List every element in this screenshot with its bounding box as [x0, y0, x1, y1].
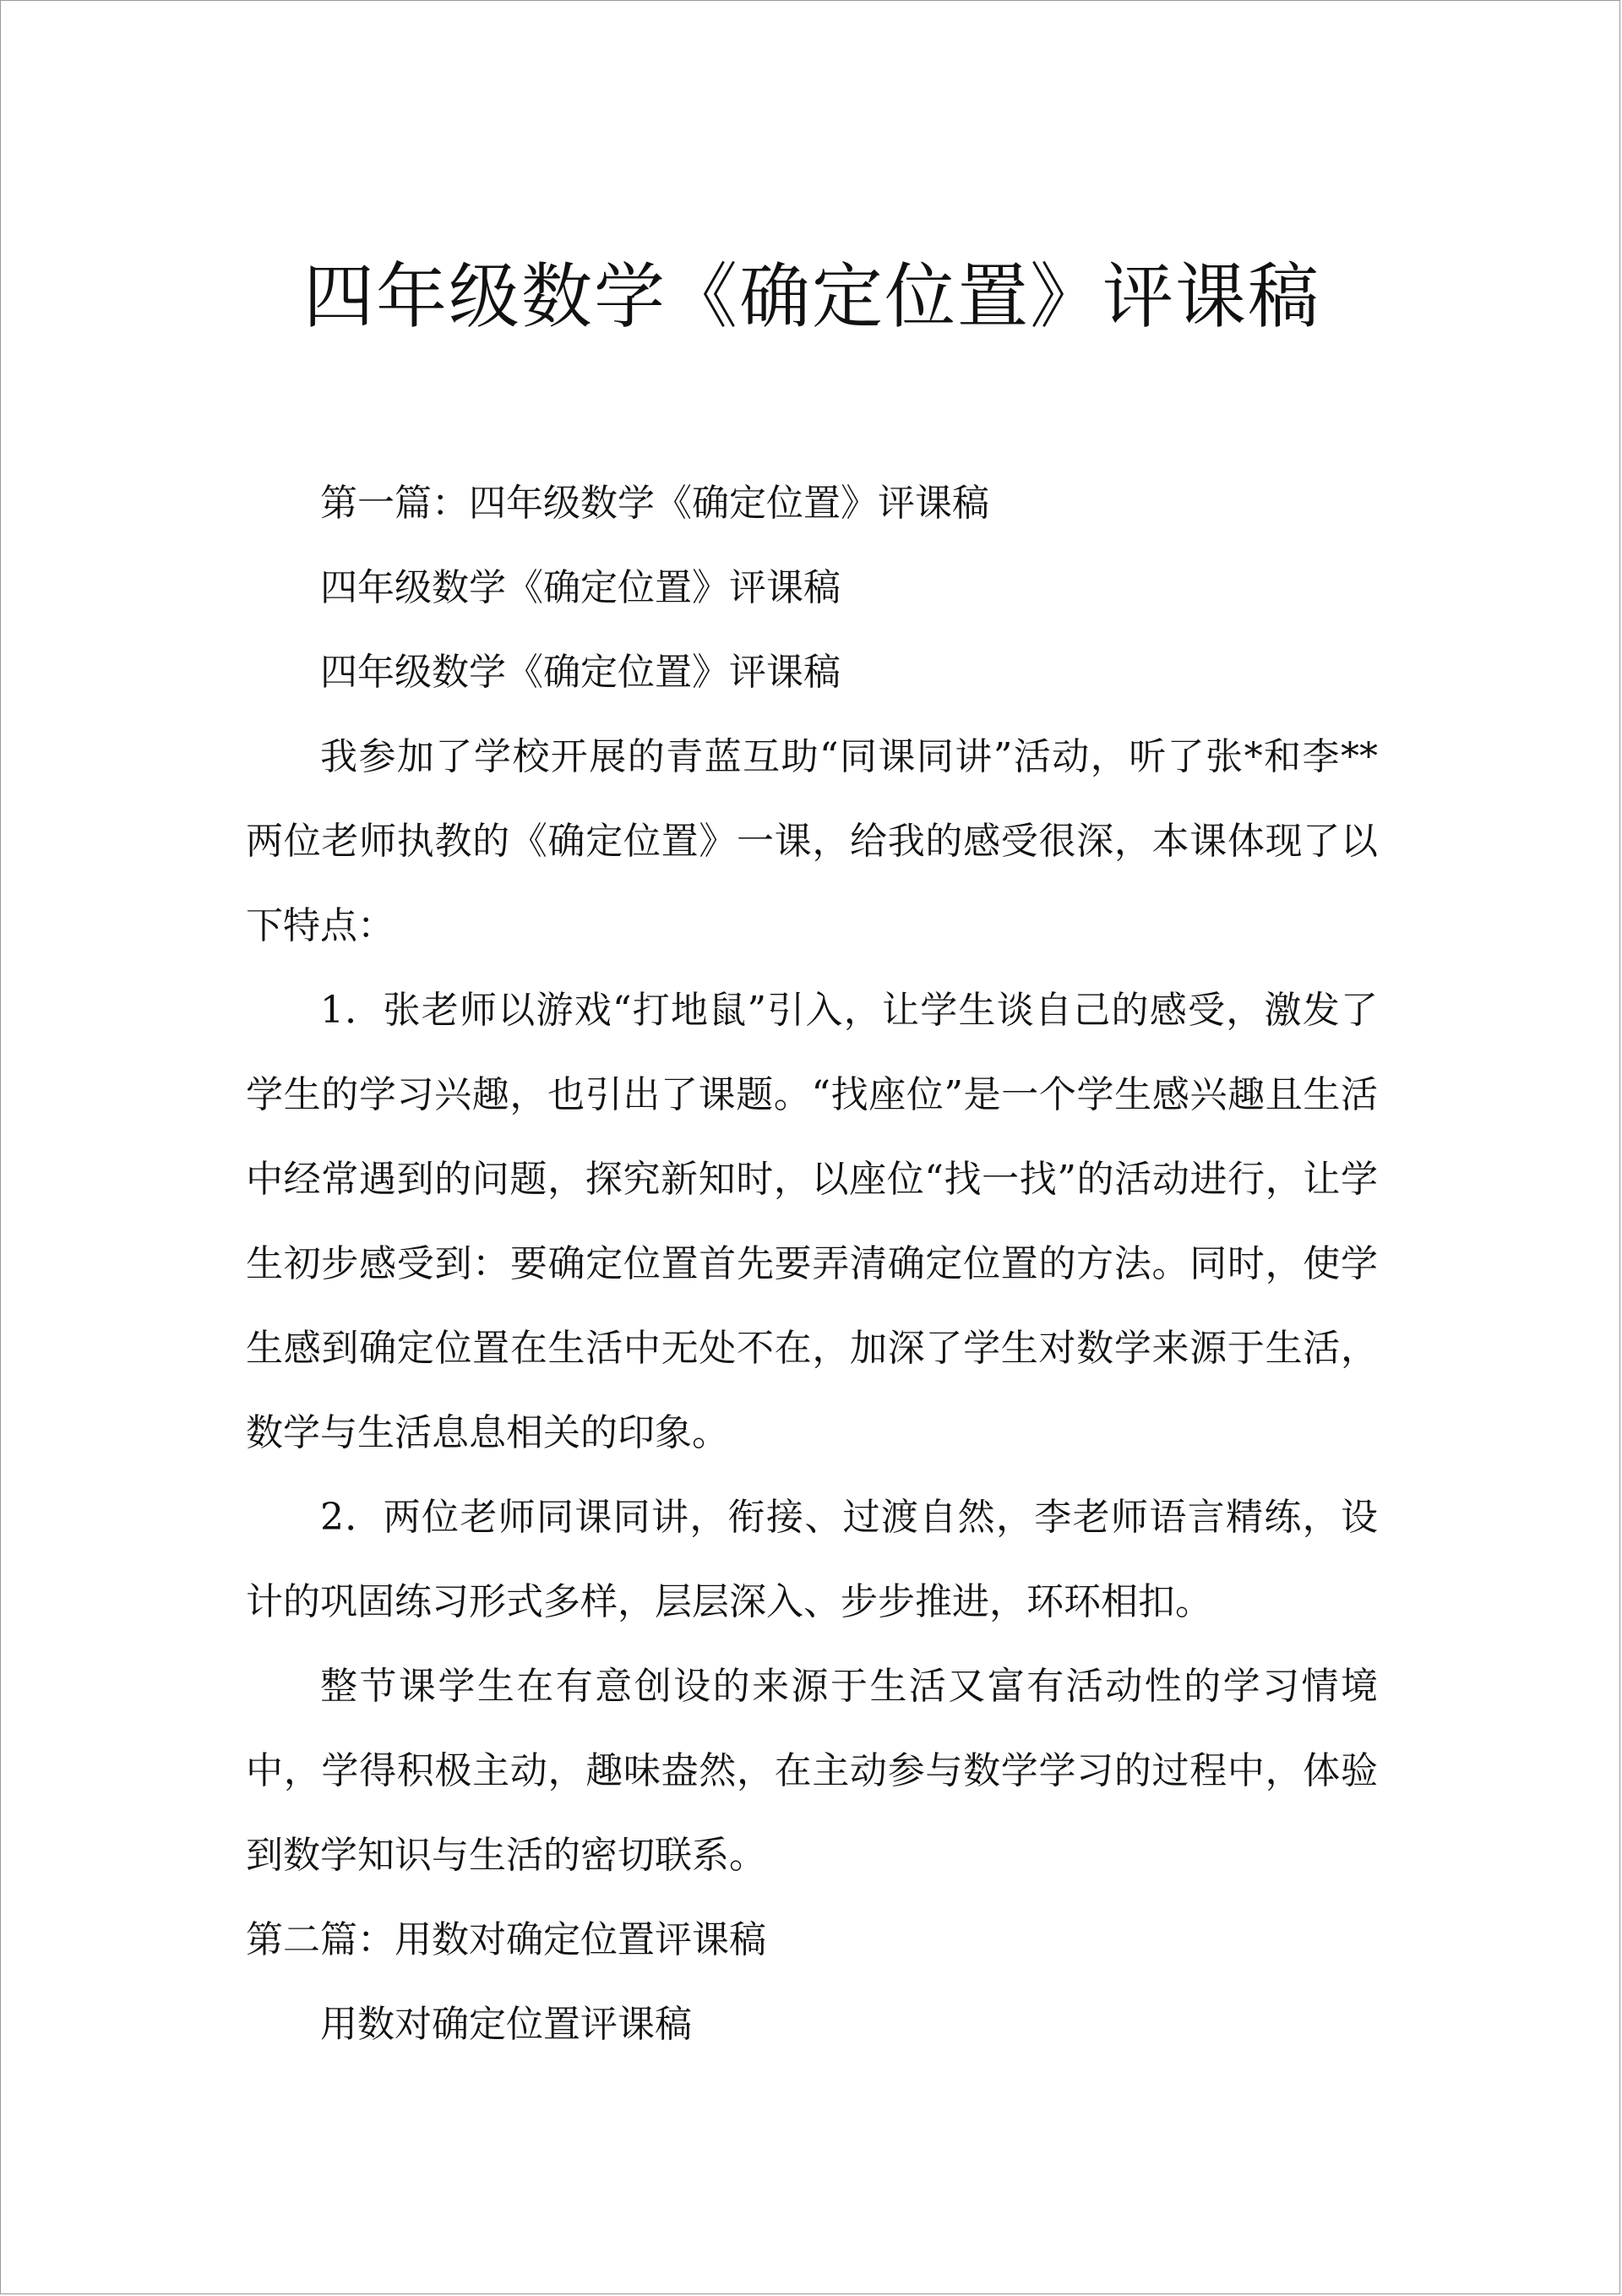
document-content	[246, 237, 1378, 2067]
section-heading-1: 第一篇：四年级数学《确定位置》评课稿	[320, 482, 989, 525]
subtitle-line: 四年级数学《确定位置》评课稿	[320, 566, 841, 609]
body-paragraph: 2．两位老师同课同讲，衔接、过渡自然，李老师语言精练，设计的巩固练习形式多样，层层深入、步步推进，环环相扣。	[246, 1496, 1378, 1623]
body-paragraph: 我参加了学校开展的青蓝互助“同课同讲”活动，听了张*和李**两位老师执教的《确定位置》一课，给我的感受很深，本课体现了以下特点：	[246, 735, 1378, 947]
document-title: 四年级数学《确定位置》评课稿	[302, 255, 1320, 338]
subtitle-line: 用数对确定位置评课稿	[320, 2003, 692, 2046]
document-body	[246, 461, 1378, 2067]
body-paragraph: 整节课学生在有意创设的来源于生活又富有活动性的学习情境中，学得积极主动，趣味盎然，在主动参与数学学习的过程中，体验到数学知识与生活的密切联系。	[246, 1665, 1378, 1877]
subtitle-line: 四年级数学《确定位置》评课稿	[320, 651, 841, 694]
section-heading-2: 第二篇：用数对确定位置评课稿	[246, 1918, 766, 1961]
body-paragraph: 1．张老师以游戏“打地鼠”引入，让学生谈自己的感受，激发了学生的学习兴趣，也引出了课题。“找座位”是一个学生感兴趣且生活中经常遇到的问题，探究新知时，以座位“找一找”的活动进行，让学生初步感受到：要确定位置首先要弄清确定位置的方法。同时，使学生感到确定位置在生活中无处不在，加深了学生对数学来源于生活，数学与生活息息相关的印象。	[246, 989, 1378, 1454]
